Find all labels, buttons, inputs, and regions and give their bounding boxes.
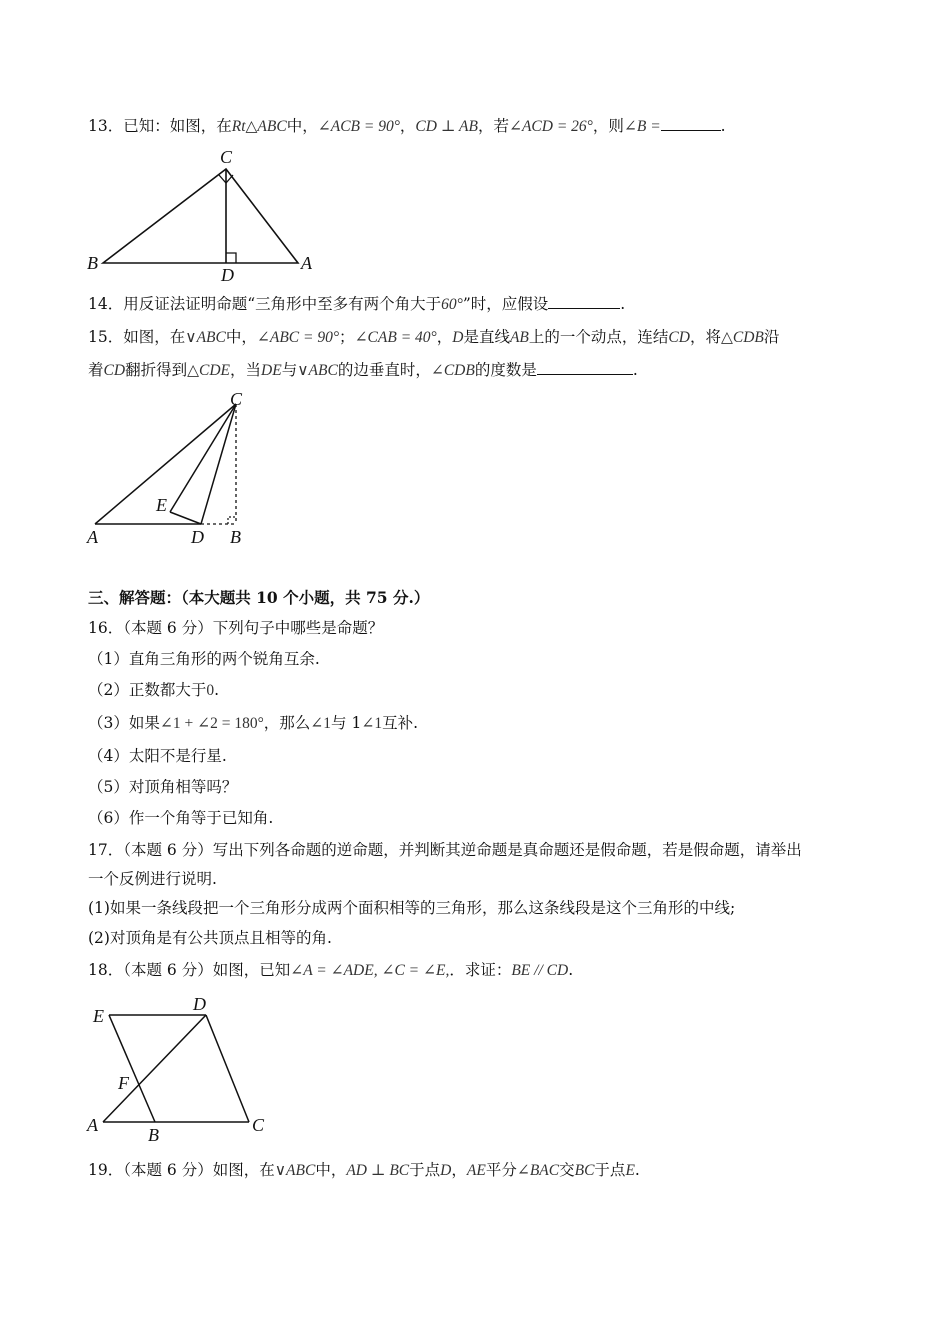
answer-blank[interactable] [548, 292, 620, 309]
q16-item-3: （3）如果∠1 + ∠2 = 180°，那么∠1与 1∠1互补. [88, 714, 419, 732]
q14-text: 14．用反证法证明命题“三角形中至多有两个角大于60°”时，应假设 . [88, 292, 625, 317]
label-e: E [93, 1006, 104, 1026]
label-f: F [118, 1073, 129, 1093]
label-e: E [156, 495, 167, 515]
q18-text: 18．（本题 6 分）如图，已知∠A = ∠ADE, ∠C = ∠E,．求证：BE // CD. [88, 961, 574, 979]
label-c: C [230, 389, 243, 409]
label-c: C [252, 1115, 265, 1135]
label-d: D [221, 265, 234, 285]
q16-title: 16．（本题 6 分）下列句子中哪些是命题？ [88, 619, 384, 637]
q17-line-2: 一个反例进行说明. [88, 870, 217, 888]
q17-line-1: 17．（本题 6 分）写出下列各命题的逆命题，并判断其逆命题是真命题还是假命题，若是假命题，请举出 [88, 841, 802, 859]
q16-item-5: （5）对顶角相等吗？ [88, 778, 238, 796]
label-b: B [87, 253, 98, 273]
q17-line-4: (2)对顶角是有公共顶点且相等的角. [88, 929, 332, 947]
section-3-heading: 三、解答题：（本大题共 10 个小题，共 75 分.） [88, 588, 430, 607]
label-a: A [87, 1115, 98, 1135]
label-d: D [191, 527, 204, 547]
q13-text: 13．已知：如图，在Rt△ABC中，∠ACB = 90°，CD ⊥ AB，若∠ACD = 26°，则∠B = . [88, 114, 726, 139]
rt-triangle-abc: Rt△ABC [231, 118, 287, 135]
q15-line-1: 15．如图，在∨ABC中，∠ABC = 90°；∠CAB = 40°，D是直线AB上的一个动点，连结CD，将△CDB沿 [88, 328, 780, 346]
label-b: B [230, 527, 241, 547]
q16-item-2: （2）正数都大于0. [88, 681, 220, 699]
figure-15 [85, 390, 265, 550]
figure-18 [85, 990, 285, 1145]
label-d: D [193, 994, 206, 1014]
label-a: A [301, 253, 312, 273]
label-c: C [220, 147, 233, 167]
q17-line-3: (1)如果一条线段把一个三角形分成两个面积相等的三角形，那么这条线段是这个三角形的中线; [88, 899, 736, 917]
answer-blank[interactable] [661, 114, 721, 131]
q16-item-6: （6）作一个角等于已知角. [88, 809, 274, 827]
q19-text: 19．（本题 6 分）如图，在∨ABC中，AD ⊥ BC于点D，AE平分∠BAC交BC于点E. [88, 1161, 640, 1179]
q16-item-1: （1）直角三角形的两个锐角互余. [88, 650, 320, 668]
q16-item-4: （4）太阳不是行星. [88, 747, 227, 765]
figure-13 [85, 145, 325, 285]
q15-line-2: 着CD翻折得到△CDE，当DE与∨ABC的边垂直时，∠CDB的度数是 . [88, 358, 638, 383]
answer-blank[interactable] [537, 358, 633, 375]
label-a: A [87, 527, 98, 547]
label-b: B [148, 1125, 159, 1145]
